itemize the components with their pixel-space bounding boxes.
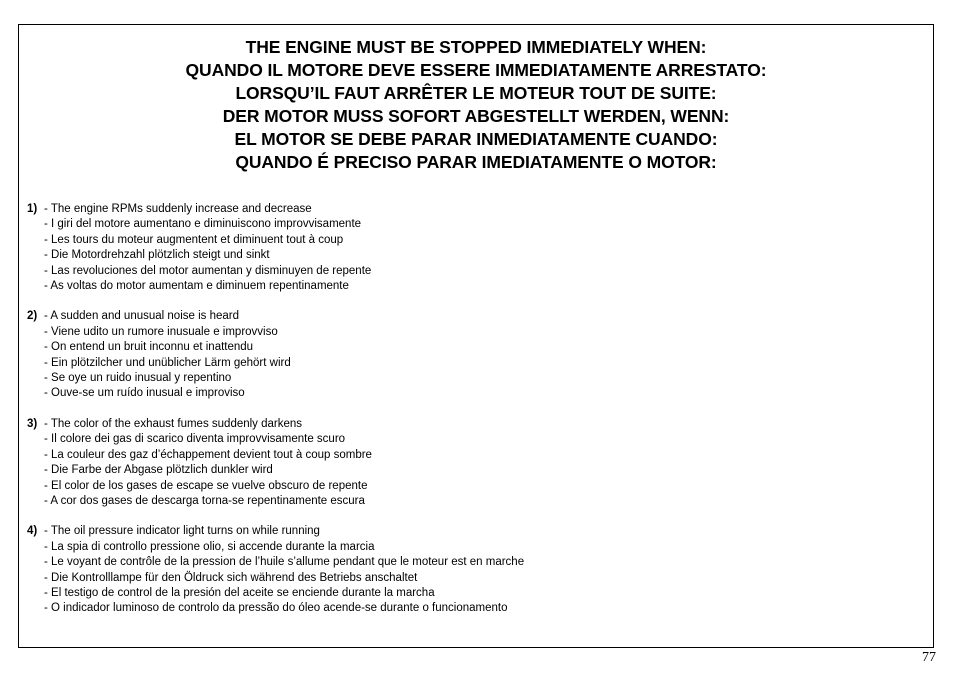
condition-2	[27, 309, 925, 401]
condition-line: - A sudden and unusual noise is heard	[44, 310, 240, 323]
condition-line: - Il colore dei gas di scarico diventa improvvisamente scuro	[44, 433, 346, 446]
condition-line: - Se oye un ruido inusual y repentino	[44, 372, 232, 385]
heading-en: THE ENGINE MUST BE STOPPED IMMEDIATELY WHEN:	[245, 37, 707, 57]
condition-number: 1)	[27, 203, 38, 215]
condition-line: - Ouve-se um ruído inusual e improviso	[44, 387, 245, 400]
condition-line: - Die Farbe der Abgase plötzlich dunkler wird	[44, 464, 273, 477]
condition-line: - As voltas do motor aumentam e diminuem repentinamente	[44, 280, 349, 293]
condition-line: - The color of the exhaust fumes suddenly darkens	[44, 417, 303, 430]
condition-list	[27, 202, 925, 632]
heading-es: EL MOTOR SE DEBE PARAR INMEDIATAMENTE CUANDO:	[234, 129, 718, 149]
condition-line: - The oil pressure indicator light turns on while running	[44, 525, 320, 538]
page-frame	[18, 24, 934, 648]
condition-4	[27, 524, 925, 616]
condition-line: - Die Motordrehzahl plötzlich steigt und sinkt	[44, 249, 270, 262]
heading-block	[19, 36, 933, 174]
condition-line: - On entend un bruit inconnu et inattendu	[44, 341, 254, 354]
heading-de: DER MOTOR MUSS SOFORT ABGESTELLT WERDEN, WENN:	[222, 106, 730, 126]
condition-line: - El testigo de control de la presión del aceite se enciende durante la marcha	[44, 586, 435, 599]
heading-it: QUANDO IL MOTORE DEVE ESSERE IMMEDIATAMENTE ARRESTATO:	[185, 60, 767, 80]
condition-line: - Les tours du moteur augmentent et diminuent tout à coup	[44, 233, 344, 246]
heading-fr: LORSQU’IL FAUT ARRÊTER LE MOTEUR TOUT DE SUITE:	[235, 83, 717, 103]
condition-line: - La couleur des gaz d’échappement devient tout à coup sombre	[44, 448, 372, 461]
condition-line: - Viene udito un rumore inusuale e improvviso	[44, 325, 278, 338]
condition-number: 4)	[27, 525, 38, 538]
condition-line: - La spia di controllo pressione olio, si accende durante la marcia	[44, 540, 375, 553]
condition-line: - Ein plötzilcher und unüblicher Lärm gehört wird	[44, 356, 291, 369]
condition-line: - Las revoluciones del motor aumentan y disminuyen de repente	[44, 264, 372, 277]
condition-line: - I giri del motore aumentano e diminuiscono improvvisamente	[44, 218, 362, 231]
condition-number: 3)	[27, 417, 38, 430]
page-number: 77	[922, 650, 936, 665]
heading-pt: QUANDO É PRECISO PARAR IMEDIATAMENTE O MOTOR:	[235, 152, 717, 172]
condition-number: 2)	[27, 310, 38, 323]
condition-line: - O indicador luminoso de controlo da pressão do óleo acende-se durante o funcionamento	[44, 602, 508, 615]
condition-line: - Die Kontrolllampe für den Öldruck sich während des Betriebs anschaltet	[44, 571, 418, 584]
condition-line: - Le voyant de contrôle de la pression de l’huile s’allume pendant que le moteur est en marche	[44, 556, 525, 569]
condition-3	[27, 417, 925, 509]
condition-line: - The engine RPMs suddenly increase and decrease	[44, 203, 312, 215]
condition-line: - A cor dos gases de descarga torna-se repentinamente escura	[44, 494, 365, 507]
condition-1	[27, 202, 925, 294]
condition-line: - El color de los gases de escape se vuelve obscuro de repente	[44, 479, 368, 492]
